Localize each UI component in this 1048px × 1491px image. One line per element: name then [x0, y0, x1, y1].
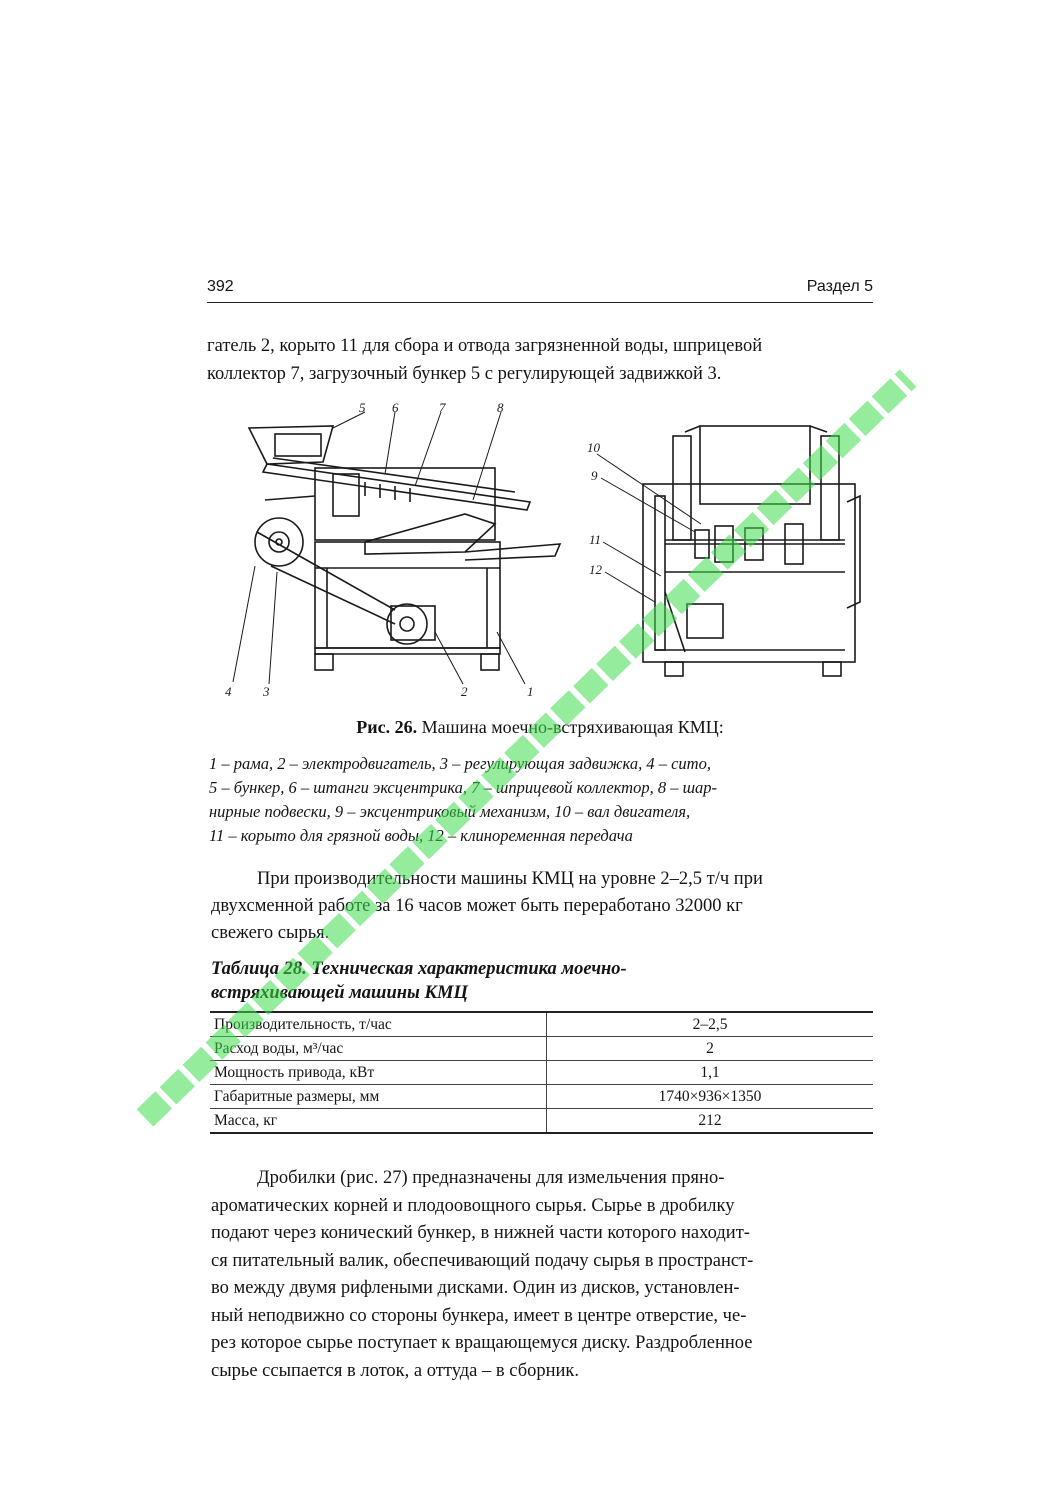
text-line: ароматических корней и плодоовощного сырья. Сырье в дробилку — [211, 1195, 735, 1216]
text-line: во между двумя рифлеными дисками. Один из дисков, установлен- — [211, 1278, 740, 1298]
figure-callout: 6 — [392, 400, 399, 415]
section-label: Раздел 5 — [806, 278, 873, 295]
figure-callout: 10 — [587, 440, 600, 455]
caption-label: Рис. 26. — [356, 717, 418, 737]
text-line: сырье ссыпается в лоток, а оттуда – в сборник. — [211, 1360, 580, 1381]
legend-line: нирные подвески, 9 – эксцентриковый механизм, 10 – вал двигателя, — [209, 802, 691, 821]
table-row — [210, 1085, 873, 1109]
table-row — [210, 1012, 873, 1037]
value-cell: 212 — [547, 1109, 874, 1134]
figure-callout: 3 — [263, 684, 270, 699]
figure-callout: 5 — [359, 400, 366, 415]
param-cell: Габаритные размеры, мм — [210, 1085, 547, 1109]
table-title — [211, 957, 873, 1005]
productivity-paragraph — [211, 866, 873, 947]
side-view — [233, 412, 560, 684]
text-line: ный неподвижно со стороны бункера, имеет в центре отверстие, че- — [211, 1305, 747, 1326]
figure-callout: 1 — [527, 684, 534, 699]
value-cell: 1,1 — [547, 1061, 874, 1085]
text-line: свежего сырья. — [211, 923, 330, 943]
text-line: ся питательный валик, обеспечивающий подачу сырья в пространст- — [211, 1250, 754, 1271]
front-view — [597, 426, 860, 676]
text-line: При производительности машины КМЦ на уровне 2–2,5 т/ч при — [257, 869, 763, 889]
param-cell: Мощность привода, кВт — [210, 1061, 547, 1085]
figure-callout: 9 — [591, 468, 598, 483]
figure-callout: 2 — [461, 684, 468, 699]
text-line: гатель 2, корыто 11 для сбора и отвода загрязненной воды, шприцевой — [207, 336, 763, 356]
figure-callout: 7 — [439, 400, 446, 415]
text-line: Дробилки (рис. 27) предназначены для измельчения пряно- — [257, 1168, 725, 1188]
table-row — [210, 1109, 873, 1134]
figure-callout: 12 — [589, 562, 602, 577]
param-cell: Расход воды, м³/час — [210, 1037, 547, 1061]
text-line: рез которое сырье поступает к вращающемуся диску. Раздробленное — [211, 1333, 753, 1353]
header-rule — [207, 302, 873, 303]
figure-callout: 8 — [497, 400, 504, 415]
text-line: коллектор 7, загрузочный бункер 5 с регулирующей задвижкой 3. — [207, 364, 722, 384]
param-cell: Производительность, т/час — [210, 1012, 547, 1037]
machine-figure — [215, 392, 875, 704]
param-cell: Масса, кг — [210, 1109, 547, 1134]
spec-table — [210, 1011, 873, 1134]
table-title-line: встряхивающей машины КМЦ — [211, 983, 468, 1003]
crusher-paragraph — [211, 1165, 873, 1385]
intro-paragraph — [207, 332, 873, 388]
figure-callout: 11 — [589, 532, 602, 547]
value-cell: 1740×936×1350 — [547, 1085, 874, 1109]
legend-line: 1 – рама, 2 – электродвигатель, 3 – регулирующая задвижка, 4 – сито, — [209, 754, 711, 773]
page-number: 392 — [207, 278, 234, 295]
legend-line: 5 – бункер, 6 – штанги эксцентрика, 7 – шприцевой коллектор, 8 – шар- — [209, 778, 718, 797]
value-cell: 2–2,5 — [547, 1012, 874, 1037]
page-header — [207, 278, 873, 302]
legend-line: 11 – корыто для грязной воды, 12 – клиноременная передача — [209, 826, 633, 845]
table-row — [210, 1037, 873, 1061]
value-cell: 2 — [547, 1037, 874, 1061]
figure-callout: 4 — [225, 684, 232, 699]
figure-legend — [209, 752, 873, 848]
text-line: подают через конический бункер, в нижней части которого находит- — [211, 1223, 750, 1243]
figure-caption — [207, 717, 873, 738]
text-line: двухсменной работе за 16 часов может быть переработано 32000 кг — [211, 896, 743, 916]
machine-drawing — [215, 392, 875, 704]
table-row — [210, 1061, 873, 1085]
caption-text: Машина моечно-встряхивающая КМЦ: — [417, 717, 724, 737]
table-title-line: Таблица 28. Техническая характеристика моечно- — [211, 959, 627, 979]
